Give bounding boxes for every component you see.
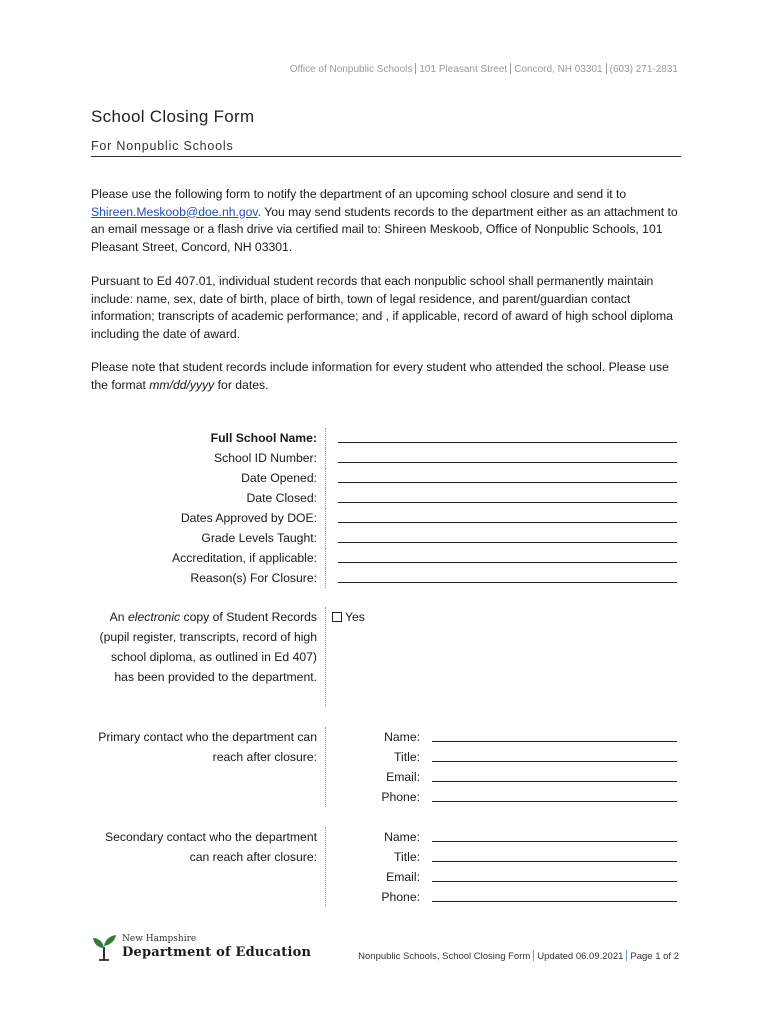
- contact-field-row: [326, 787, 681, 807]
- field-label: Grade Levels Taught:: [201, 531, 317, 545]
- secondary-contact-label: Secondary contact who the department can reach after closure:: [104, 830, 317, 864]
- field-label: Full School Name:: [210, 431, 317, 445]
- school-info-fields: [91, 428, 681, 588]
- field-divider: [325, 468, 326, 488]
- contact-field-label: Email:: [386, 870, 420, 884]
- form-field-row: [91, 488, 681, 508]
- email-link[interactable]: Shireen.Meskoob@doe.nh.gov: [91, 204, 258, 219]
- contact-field-label: Title:: [394, 750, 420, 764]
- office-city: Concord, NH 03301: [514, 64, 603, 75]
- records-text-1: An: [109, 610, 128, 624]
- field-blank-line[interactable]: [338, 462, 677, 463]
- page-title: School Closing Form: [91, 107, 255, 126]
- field-blank-line[interactable]: [338, 522, 677, 523]
- form-field-row: [91, 528, 681, 548]
- records-label: [91, 607, 325, 707]
- contact-field-row: [326, 767, 681, 787]
- field-label: Reason(s) For Closure:: [190, 571, 317, 585]
- footer-form-name: Nonpublic Schools, School Closing Form: [358, 951, 531, 962]
- contact-blank-line[interactable]: [432, 861, 677, 862]
- field-label: Date Opened:: [241, 471, 317, 485]
- contact-blank-line[interactable]: [432, 801, 677, 802]
- note-text-1: Please note that student records include information for every student who attended the school. Please use the format: [91, 360, 669, 392]
- field-blank-line[interactable]: [338, 442, 677, 443]
- contact-blank-line[interactable]: [432, 841, 677, 842]
- field-divider: [325, 508, 326, 528]
- page-footer: [358, 950, 679, 962]
- field-divider: [325, 448, 326, 468]
- leaf-sprout-icon: [92, 933, 118, 961]
- nh-doe-logo: [92, 933, 311, 961]
- contact-field-row: [326, 727, 681, 747]
- office-name: Office of Nonpublic Schools: [289, 64, 413, 75]
- primary-contact-label: Primary contact who the department can reach after closure:: [98, 730, 317, 764]
- contact-field-row: [326, 887, 681, 907]
- office-phone: (603) 271-2831: [609, 64, 678, 75]
- footer-updated: Updated 06.09.2021: [537, 951, 624, 962]
- field-divider: [325, 568, 326, 588]
- contact-blank-line[interactable]: [432, 881, 677, 882]
- contact-blank-line[interactable]: [432, 781, 677, 782]
- logo-state: New Hampshire: [122, 934, 197, 944]
- contact-blank-line[interactable]: [432, 741, 677, 742]
- field-label: School ID Number:: [214, 451, 317, 465]
- field-label: Dates Approved by DOE:: [180, 511, 317, 525]
- intro-text-2: . You may send students records to the department either as an attachment to an email message or a flash drive via certified mail to: Shireen Meskoob, Office of Nonpublic Schools, 101 Pleasant Street, Concord, NH 03301.: [91, 204, 678, 254]
- field-divider: [325, 428, 326, 448]
- pursuant-paragraph: Pursuant to Ed 407.01, individual student records that each nonpublic school shall permanently maintain include: name, sex, date of birth, place of birth, town of legal residence, and parent/guardian contact information; transcripts of academic performance; and , if applicable, record of award of high school diploma including the date of award.: [91, 274, 673, 341]
- title-divider: [91, 156, 681, 157]
- contact-field-label: Title:: [394, 850, 420, 864]
- field-divider: [325, 548, 326, 568]
- form-field-row: [91, 468, 681, 488]
- records-yes-option[interactable]: [326, 607, 365, 707]
- form-field-row: [91, 508, 681, 528]
- yes-label: Yes: [345, 610, 365, 624]
- form-field-row: [91, 428, 681, 448]
- intro-paragraph: [91, 186, 683, 256]
- contact-field-row: [326, 847, 681, 867]
- field-label: Date Closed:: [246, 491, 317, 505]
- field-blank-line[interactable]: [338, 502, 677, 503]
- page-subtitle: For Nonpublic Schools: [91, 139, 234, 153]
- records-section: [91, 607, 681, 707]
- footer-page: Page 1 of 2: [630, 951, 679, 962]
- records-em: electronic: [127, 610, 181, 624]
- form-field-row: [91, 548, 681, 568]
- field-label: Accreditation, if applicable:: [172, 551, 317, 565]
- contact-field-label: Name:: [384, 830, 420, 844]
- primary-contact-fields: [326, 727, 681, 807]
- field-divider: [325, 488, 326, 508]
- contact-field-row: [326, 827, 681, 847]
- field-blank-line[interactable]: [338, 562, 677, 563]
- contact-field-label: Phone:: [381, 890, 420, 904]
- contact-field-label: Phone:: [381, 790, 420, 804]
- intro-text-1: Please use the following form to notify the department of an upcoming school closure and send it to: [91, 187, 627, 201]
- contact-field-row: [326, 747, 681, 767]
- contact-field-label: Name:: [384, 730, 420, 744]
- field-divider: [325, 528, 326, 548]
- form-field-row: [91, 568, 681, 588]
- note-paragraph: [91, 359, 683, 394]
- date-format: mm/dd/yyyy: [149, 377, 215, 392]
- secondary-contact-section: [91, 827, 681, 907]
- field-blank-line[interactable]: [338, 482, 677, 483]
- contact-blank-line[interactable]: [432, 901, 677, 902]
- office-street: 101 Pleasant Street: [419, 64, 508, 75]
- records-text-2: copy of Student Records (pupil register, transcripts, record of high school diploma, as outlined in Ed 407) has been provided to the department.: [99, 610, 317, 684]
- form-field-row: [91, 448, 681, 468]
- office-header: [290, 63, 678, 75]
- yes-checkbox[interactable]: [332, 612, 342, 622]
- contact-field-row: [326, 867, 681, 887]
- logo-department: Department of Education: [122, 945, 312, 960]
- note-text-2: for dates.: [214, 377, 269, 392]
- field-blank-line[interactable]: [338, 542, 677, 543]
- field-blank-line[interactable]: [338, 582, 677, 583]
- contact-field-label: Email:: [386, 770, 420, 784]
- secondary-contact-fields: [326, 827, 681, 907]
- contact-blank-line[interactable]: [432, 761, 677, 762]
- primary-contact-section: [91, 727, 681, 807]
